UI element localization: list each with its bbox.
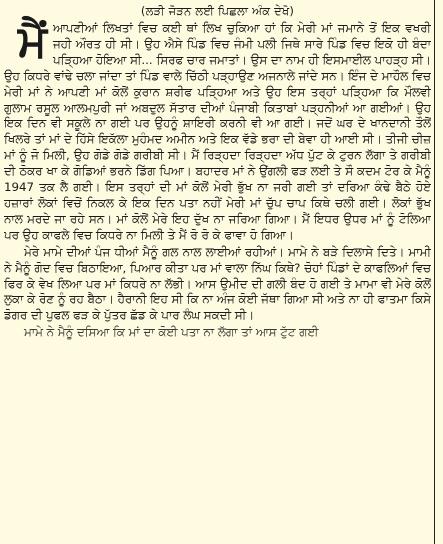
paragraph-1	[4, 16, 431, 244]
article-column	[4, 0, 431, 544]
series-caption: (ਲੜੀ ਜੋੜਨ ਲਈ ਪਿਛਲਾ ਅੰਕ ਦੇਖੋ)	[140, 4, 295, 18]
paragraph-1-text: ਆਪਣੀਆਂ ਲਿਖਤਾਂ ਵਿਚ ਕਈ ਥਾਂ ਲਿਖ ਚੁਕਿਆ ਹਾਂ ਕਿ ਮੇਰੀ ਮਾਂ ਜਮਾਨੇ ਤੋਂ ਇਕ ਵਖਰੀ ਜਹੀ ਔਰਤ ਹੀ ਸੀ। ਉਹ ਐਸੇ ਪਿੰਡ ਵਿਚ ਜੰਮੀ ਪਲੀ ਜਿਥੇ ਸਾਰੇ ਪਿੰਡ ਵਿਚ ਇਕੋ ਹੀ ਬੰਦਾ ਪੜ੍ਹਿਆ ਹੋਇਆ ਸੀ... ਸਿਰਫ ਚਾਰ ਜਮਾਤਾਂ। ਉਸ ਦਾ ਨਾਮ ਹੀ ਇਸਮਾਈਲ ਪਾਹੜ੍ਹ ਸੀ। ਉਹ ਕਿਧਰੇ ਵਾਂਢੇ ਚਲਾ ਜਾਂਦਾ ਤਾਂ ਪਿੰਡ ਵਾਲੇ ਚਿੱਠੀ ਪੜ੍ਹਾਉਣ ਅਜਨਾਲੇ ਜਾਂਦੇ ਸਨ। ਇੰਜ ਦੇ ਮਾਹੌਲ ਵਿਚ ਮੇਰੀ ਮਾਂ ਨੇ ਆਪਣੀ ਮਾਂ ਕੋਲੋਂ ਕੁਰਾਨ ਸ਼ਰੀਫ ਪੜ੍ਹਿਆ ਅਤੇ ਉਹ ਇਸ ਤਰ੍ਹਾਂ ਪੜ੍ਹਿਆ ਕਿ ਮੌਲਵੀ ਗੁਲਾਮ ਰਸੂਲ ਆਲਮਪੁਰੀ ਜਾਂ ਅਬਦੁਲ ਸੱਤਾਰ ਦੀਆਂ ਪੰਜਾਬੀ ਕਿਤਾਬਾਂ ਪੜ੍ਹਨੀਆਂ ਆ ਗਈਆਂ। ਉਹ ਇਕ ਦਿਨ ਵੀ ਸਕੂਲੇ ਨਾ ਗਈ ਪਰ ਉਹਨੂੰ ਸ਼ਾਇਰੀ ਕਰਨੀ ਵੀ ਆ ਗਈ। ਜਦੋਂ ਘਰ ਦੇ ਖਾਨਦਾਨੀ ਤੌਲੋਂ ਖਿਲਰੇ ਤਾਂ ਮਾਂ ਦੇ ਹਿੱਸੇ ਇਕੱਲਾ ਮੁਹੰਮਦ ਅਮੀਨ ਅਤੇ ਇਕ ਵੱਡੇ ਭਰਾ ਦੀ ਬੇਵਾ ਹੀ ਆਈ ਸੀ। ਤੀਜੀ ਚੀਜ਼ ਮਾਂ ਨੂੰ ਜੋ ਮਿਲੀ, ਉਹ ਗੋਡੇ ਗੋਡੇ ਗਰੀਬੀ ਸੀ। ਮੈਂ ਰਿੜ੍ਹਦਾ ਰਿੜ੍ਹਦਾ ਅੱਧ ਪੁੱਟ ਕੇ ਟੁਰਨ ਲੱਗਾ ਤੇ ਗਰੀਬੀ ਦੀ ਠੋਕਰ ਖਾ ਕੇ ਗੋਡਿਆਂ ਭਰਨੇ ਡਿੱਗ ਪਿਆ। ਬਹਾਦਰ ਮਾਂ ਨੇ ਉਂਗਲੀ ਫੜ ਲਈ ਤੇ ਸੌ ਕਦਮ ਟੋਰ ਕੇ ਮੈਨੂੰ 1947 ਤਕ ਲੈ ਗਈ। ਇਸ ਤਰ੍ਹਾਂ ਦੀ ਮਾਂ ਕੋਲੋਂ ਮੇਰੀ ਭੁੱਖ ਨਾ ਜਰੀ ਗਈ ਤਾਂ ਦਰਿਆ ਕੰਢੇ ਬੈਠੇ ਹੋਏ ਹਜ਼ਾਰਾਂ ਲੋਕਾਂ ਵਿਚੋਂ ਨਿਕਲ ਕੇ ਇਕ ਦਿਨ ਪਤਾ ਨਹੀਂ ਮੇਰੀ ਮਾਂ ਚੁੱਪ ਚਾਪ ਕਿਥੇ ਚਲੀ ਗਈ। ਲੋਕਾਂ ਭੁੱਖ ਨਾਲ ਮਰਦੇ ਜਾ ਰਹੇ ਸਨ। ਮਾਂ ਕੋਲੋਂ ਮੇਰੇ ਇਹ ਦੁੱਖ ਨਾ ਜਰਿਆ ਗਿਆ। ਮੈਂ ਇਧਰ ਉਧਰ ਮਾਂ ਨੂੰ ਟੋਲਿਆ ਪਰ ਉਹ ਕਾਫਲੇ ਵਿਚ ਕਿਧਰੇ ਨਾ ਮਿਲੀ ਤੇ ਮੈਂ ਰੋ ਰੋ ਕੇ ਫਾਵਾ ਹੋ ਗਿਆ।	[4, 21, 431, 242]
drop-cap: ਮੈਂ	[18, 16, 47, 67]
paragraph-3: ਮਾਮੇ ਨੇ ਮੈਨੂੰ ਦਸਿਆ ਕਿ ਮਾਂ ਦਾ ਕੋਈ ਪਤਾ ਨਾ ਲੱਗਾ ਤਾਂ ਆਸ ਟੁੱਟ ਗਈ	[24, 325, 319, 340]
column-rule	[434, 0, 443, 544]
paragraph-2: ਮੇਰੇ ਮਾਮੇ ਦੀਆਂ ਪੰਜ ਧੀਆਂ ਮੈਨੂੰ ਗਲ ਨਾਲ ਲਾਈਆਂ ਰਹੀਆਂ। ਮਾਮੇ ਨੇ ਬੜੇ ਦਿਲਾਸੇ ਦਿਤੇ। ਮਾਮੀ ਨੇ ਮੈਨੂੰ ਗੋਦ ਵਿਚ ਬਿਠਾਇਆ, ਪਿਆਰ ਕੀਤਾ ਪਰ ਮਾਂ ਵਾਲਾ ਨਿੱਘ ਕਿਥੇ? ਚੋਹਾਂ ਪਿੰਡਾਂ ਦੇ ਕਾਫਲਿਆਂ ਵਿਚ ਫਿਰ ਕੇ ਵੇਖ ਲਿਆ ਪਰ ਮਾਂ ਕਿਧਰੇ ਨਾ ਲੱਭੀ। ਆਸ ਉਮੀਦ ਦੀ ਗਲੀ ਬੰਦ ਹੋ ਗਈ ਤੇ ਮਾਮਾ ਵੀ ਮੇਰੇ ਕੋਲੋਂ ਲੁਕਾ ਕੇ ਰੋਣ ਨੂੰ ਰਹ ਬੈਠਾ। ਹੈਰਾਨੀ ਇਹ ਸੀ ਕਿ ਨਾ ਅੰਜ ਕੋਈ ਜੱਥਾ ਗਿਆ ਸੀ ਅਤੇ ਨਾ ਹੀ ਫਾਤਮਾ ਕਿਸੇ ਡੋਗਰ ਦੀ ਪੁਫਲ ਫੜ ਕੇ ਪੁੱਤਰ ਛੱਡ ਕੇ ਪਾਰ ਲੰਘ ਸਕਦੀ ਸੀ।	[4, 244, 431, 323]
